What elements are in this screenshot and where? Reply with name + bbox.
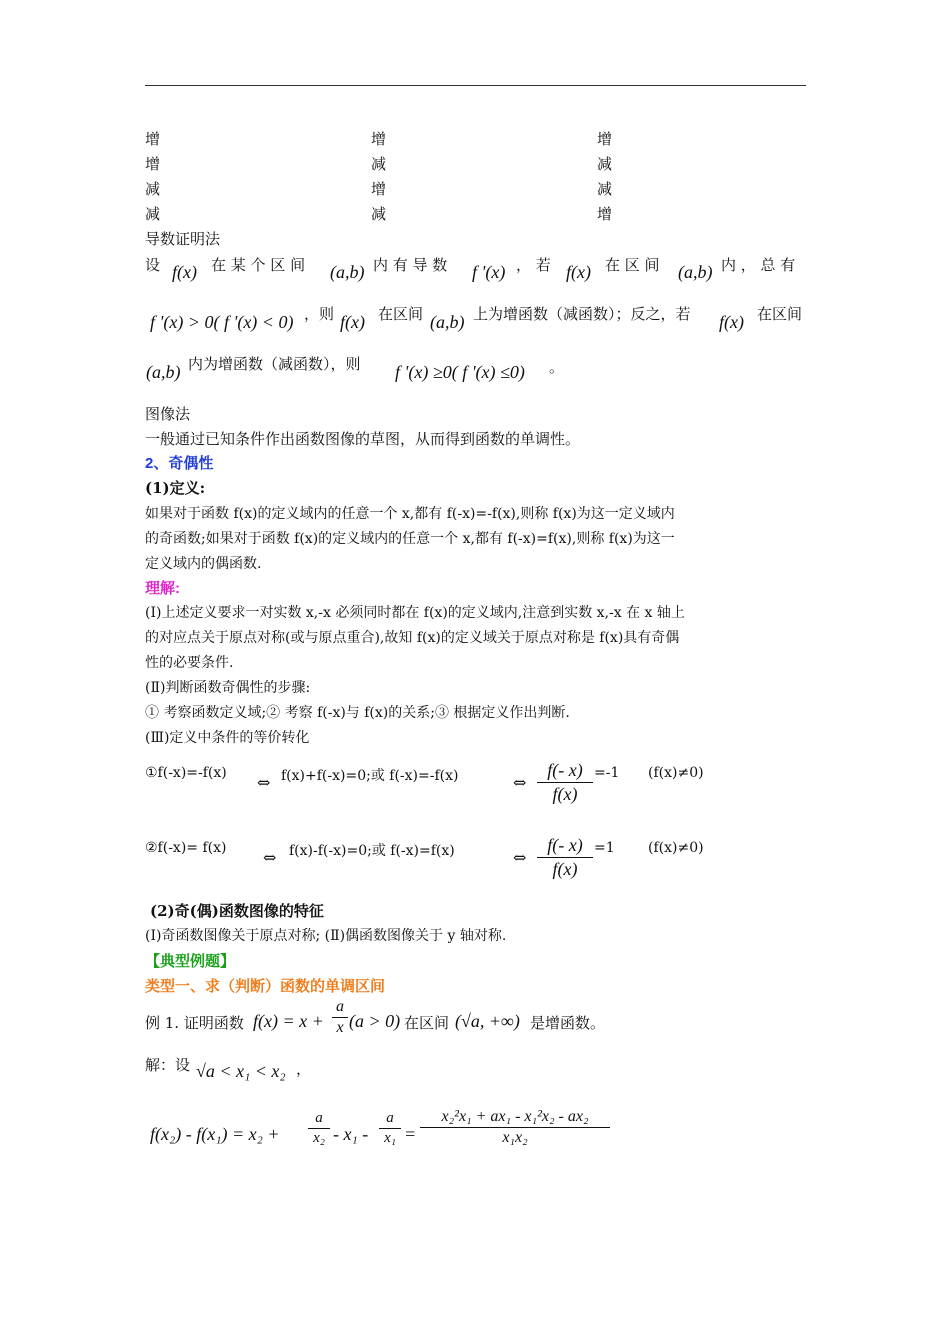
math-derivative: f '(x) <box>472 262 506 282</box>
equiv-odd-left: ①f(-x)=-f(x) <box>145 765 227 781</box>
section-heading-parity: 2、奇偶性 <box>145 455 214 472</box>
math-fx: f(x) <box>340 312 365 332</box>
fraction-denominator: x₁ <box>384 1130 396 1146</box>
subheading-graph-features: (2)奇(偶)函数图像的特征 <box>150 902 324 920</box>
math-interval: (a,b) <box>678 262 713 282</box>
text: 内 ， 总 有 <box>721 256 796 274</box>
fraction-numerator: a <box>386 1110 394 1126</box>
fraction-a-over-x <box>332 998 348 1037</box>
fraction-numerator: x₂²x₁ + ax₁ - x₁²x₂ - ax₂ <box>441 1108 589 1125</box>
fraction-even <box>537 835 593 880</box>
text: 。 <box>549 358 565 376</box>
table-cell: 增 <box>145 130 161 148</box>
text: 内为增函数（减函数），则 <box>188 355 361 373</box>
math-fx: f(x) <box>172 262 197 282</box>
text: 是增函数。 <box>530 1014 606 1032</box>
table-cell: 增 <box>597 130 613 148</box>
math-interval: (a,b) <box>330 262 365 282</box>
fraction-numerator: a <box>315 1110 323 1126</box>
text: 在区间 <box>757 305 803 323</box>
fraction-denominator: x₁x₂ <box>502 1129 528 1146</box>
fraction-denominator: x₂ <box>313 1130 325 1146</box>
math-condition: f '(x) ≥0( f '(x) ≤0) <box>395 362 525 382</box>
section-title-derivative: 导数证明法 <box>145 230 221 248</box>
understand-label: 理解: <box>145 580 180 597</box>
math-interval: (√a, +∞) <box>455 1011 520 1031</box>
equiv-even-value: =1 <box>594 840 615 856</box>
iff-symbol: ⇔ <box>513 848 527 867</box>
solution-label: 解：设 <box>145 1056 191 1074</box>
paragraph-line: 的奇函数;如果对于函数 f(x)的定义域内的任意一个 x,都有 f(-x)=f(x),则称 f(x)为这一 <box>145 531 675 547</box>
fraction-a-over-x2 <box>308 1110 330 1147</box>
paragraph-line: ① 考察函数定义域;② 考察 f(-x)与 f(x)的关系;③ 根据定义作出判断. <box>145 705 570 721</box>
paragraph-line: 性的必要条件. <box>145 655 234 671</box>
math-condition: f '(x) > 0( f '(x) < 0) <box>150 312 294 332</box>
paragraph-line: 的对应点关于原点对称(或与原点重合),故知 f(x)的定义域关于原点对称是 f(x)具有奇偶 <box>145 630 680 646</box>
paragraph-line: 如果对于函数 f(x)的定义域内的任意一个 x,都有 f(-x)=-f(x),则称 f(x)为这一定义域内 <box>145 506 675 522</box>
equiv-even-condition: (f(x)≠0) <box>648 840 704 856</box>
equiv-odd-value: =-1 <box>594 765 620 781</box>
table-cell: 增 <box>597 205 613 223</box>
fraction-odd <box>537 760 593 805</box>
fraction-denominator: x <box>336 1019 344 1036</box>
text: 在区间 <box>378 305 424 323</box>
subheading-definition: (1)定义: <box>145 479 206 497</box>
text: 上为增函数（减函数）；反之，若 <box>473 305 691 323</box>
fraction-numerator: a <box>336 998 344 1015</box>
paragraph-line: (Ⅰ)上述定义要求一对实数 x,-x 必须同时都在 f(x)的定义域内,注意到实数 x,-x 在 x 轴上 <box>145 605 685 621</box>
math-fx: f(x) <box>719 312 744 332</box>
text: 设 <box>145 256 161 274</box>
table-cell: 减 <box>145 180 161 198</box>
fraction-denominator: f(x) <box>552 784 578 804</box>
section-heading-examples: 【典型例题】 <box>145 953 236 970</box>
paragraph-line: (Ⅱ)判断函数奇偶性的步骤: <box>145 680 311 696</box>
fraction-numerator: f(- x) <box>547 760 583 780</box>
equiv-even-mid: f(x)-f(-x)=0;或 f(-x)=f(x) <box>289 843 455 859</box>
text: 内 有 导 数 <box>373 256 448 274</box>
equiv-odd-mid: f(x)+f(-x)=0;或 f(-x)=-f(x) <box>281 768 459 784</box>
text: ，则 <box>304 305 335 323</box>
math-function: f(x) = x + <box>253 1011 324 1031</box>
table-cell: 增 <box>145 155 161 173</box>
table-cell: 减 <box>597 180 613 198</box>
paragraph: (Ⅰ)奇函数图像关于原点对称; (Ⅱ)偶函数图像关于 y 轴对称. <box>145 928 507 944</box>
text: 在 某 个 区 间 <box>211 256 306 274</box>
top-rule <box>145 85 806 86</box>
fraction-numerator: f(- x) <box>547 835 583 855</box>
table-cell: 减 <box>371 205 387 223</box>
example-type-heading: 类型一、求（判断）函数的单调区间 <box>145 978 386 995</box>
equiv-odd-condition: (f(x)≠0) <box>648 765 704 781</box>
table-cell: 减 <box>597 155 613 173</box>
text: ， 若 <box>516 256 551 274</box>
section-title-graph: 图像法 <box>145 405 191 423</box>
table-cell: 减 <box>145 205 161 223</box>
math-text: - x₁ - <box>333 1124 369 1144</box>
paragraph-line: 定义域内的偶函数. <box>145 556 262 572</box>
math-inequality: √a < x₁ < x₂ <box>196 1061 286 1081</box>
fraction-denominator: f(x) <box>552 859 578 879</box>
math-equals: = <box>404 1124 417 1144</box>
text: ， <box>296 1060 312 1078</box>
table-cell: 减 <box>371 155 387 173</box>
math-fx: f(x) <box>566 262 591 282</box>
iff-symbol: ⇔ <box>257 773 271 792</box>
math-interval: (a,b) <box>146 362 181 382</box>
fraction-a-over-x1 <box>379 1110 401 1147</box>
example-label: 例 1. 证明函数 <box>145 1014 244 1032</box>
table-cell: 增 <box>371 180 387 198</box>
iff-symbol: ⇔ <box>513 773 527 792</box>
math-interval: (a,b) <box>430 312 465 332</box>
paragraph-line: (Ⅲ)定义中条件的等价转化 <box>145 730 310 746</box>
table-cell: 增 <box>371 130 387 148</box>
fraction-final <box>420 1108 610 1147</box>
math-condition: (a > 0) <box>349 1011 401 1031</box>
math-difference: f(x₂) - f(x₁) = x₂ + <box>150 1124 280 1144</box>
paragraph: 一般通过已知条件作出函数图像的草图，从而得到函数的单调性。 <box>145 430 581 448</box>
text: 在区间 <box>404 1014 450 1032</box>
iff-symbol: ⇔ <box>263 848 277 867</box>
equiv-even-left: ②f(-x)= f(x) <box>145 840 227 856</box>
text: 在 区 间 <box>605 256 660 274</box>
